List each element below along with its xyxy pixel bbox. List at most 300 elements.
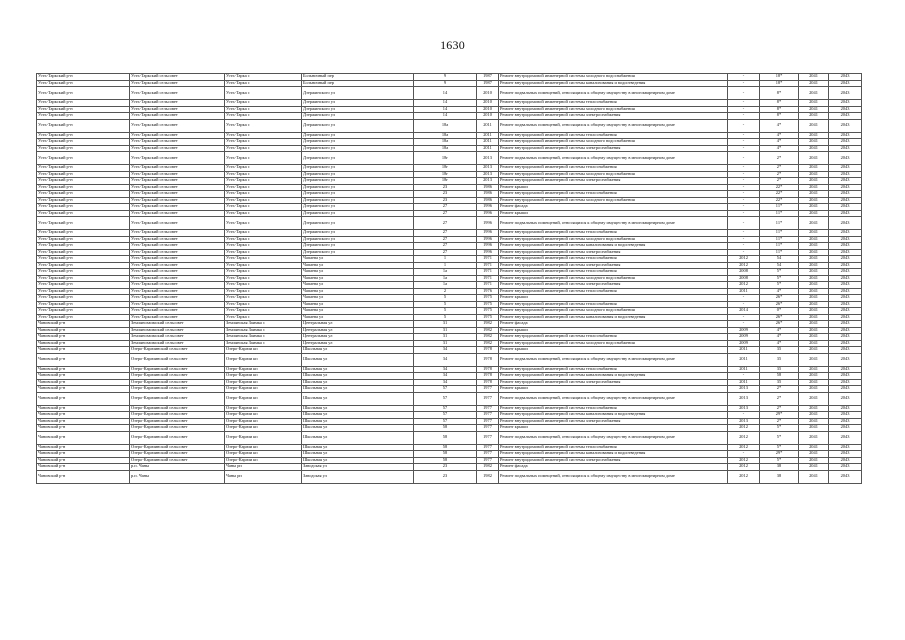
cell-street: Чапаева ул <box>302 288 414 295</box>
cell-wear: 2* <box>760 418 799 425</box>
cell-locality: Озеро-Карачи кп <box>225 451 302 458</box>
cell-district: Усть-Таркский р-н <box>37 184 130 191</box>
cell-work-type: Ремонт крыши <box>499 184 728 191</box>
cell-house: 1 <box>414 262 477 269</box>
cell-street: Дзержинского ул <box>302 217 414 230</box>
cell-street: Дзержинского ул <box>302 236 414 243</box>
cell-street: Школьная ул <box>302 405 414 412</box>
cell-plan-start: 2041 <box>799 314 829 321</box>
cell-house: 18г <box>414 171 477 178</box>
cell-settlement-council: Озеро-Карачинский сельсовет <box>130 457 225 464</box>
cell-plan-end: 2043 <box>829 444 862 451</box>
cell-locality: Усть-Тарка с <box>225 217 302 230</box>
cell-district: Усть-Таркский р-н <box>37 288 130 295</box>
cell-district: Усть-Таркский р-н <box>37 87 130 100</box>
cell-house: 31 <box>414 321 477 328</box>
cell-year: 2013 <box>477 178 499 185</box>
cell-settlement-council: Усть-Таркский сельсовет <box>130 119 225 132</box>
cell-plan-start: 2041 <box>799 308 829 315</box>
cell-wear: 22* <box>760 191 799 198</box>
cell-plan-end: 2043 <box>829 74 862 81</box>
cell-year: 1975 <box>477 308 499 315</box>
cell-district: Усть-Таркский р-н <box>37 210 130 217</box>
cell-year: 1996 <box>477 230 499 237</box>
cell-year: 1978 <box>477 347 499 354</box>
cell-plan-end: 2043 <box>829 275 862 282</box>
cell-district: Усть-Таркский р-н <box>37 269 130 276</box>
cell-prev-year: - <box>728 191 760 198</box>
cell-year: 1982 <box>477 470 499 483</box>
cell-work-type: Ремонт внутридомовой инженерной системы холодного водоснабжения <box>499 74 728 81</box>
cell-year: 1986 <box>477 184 499 191</box>
cell-locality: Озеро-Карачи кп <box>225 405 302 412</box>
cell-district: Усть-Таркский р-н <box>37 217 130 230</box>
cell-wear: 2* <box>760 405 799 412</box>
cell-work-type: Ремонт подвальных помещений, относящихся к общему имуществу в многоквартирном доме <box>499 152 728 165</box>
cell-work-type: Ремонт внутридомовой инженерной системы канализования и водоотведения <box>499 80 728 87</box>
cell-street: Больничный пер <box>302 74 414 81</box>
cell-house: 27 <box>414 243 477 250</box>
cell-settlement-council: Усть-Таркский сельсовет <box>130 197 225 204</box>
cell-wear: 4* <box>760 334 799 341</box>
cell-work-type: Ремонт внутридомовой инженерной системы холодного водоснабжения <box>499 236 728 243</box>
cell-work-type: Ремонт крыши <box>499 327 728 334</box>
cell-locality: Усть-Тарка с <box>225 314 302 321</box>
cell-year: 1977 <box>477 444 499 451</box>
cell-street: Дзержинского ул <box>302 119 414 132</box>
cell-house: 18г <box>414 178 477 185</box>
cell-wear: 38 <box>760 464 799 471</box>
cell-locality: Усть-Тарка с <box>225 204 302 211</box>
cell-street: Дзержинского ул <box>302 191 414 198</box>
cell-settlement-council: Усть-Таркский сельсовет <box>130 295 225 302</box>
cell-street: Центральная ул <box>302 327 414 334</box>
cell-prev-year: - <box>728 184 760 191</box>
cell-settlement-council: р.п. Чаны <box>130 464 225 471</box>
cell-locality: Чаны рп <box>225 464 302 471</box>
cell-locality: Усть-Тарка с <box>225 282 302 289</box>
cell-wear: 2* <box>760 392 799 405</box>
cell-wear: 8* <box>760 106 799 113</box>
cell-wear: 35 <box>760 347 799 354</box>
cell-house: 5 <box>414 295 477 302</box>
cell-wear: 29* <box>760 451 799 458</box>
cell-wear: 4* <box>760 288 799 295</box>
cell-plan-start: 2041 <box>799 301 829 308</box>
cell-district: Усть-Таркский р-н <box>37 139 130 146</box>
cell-district: Чановский р-н <box>37 457 130 464</box>
cell-prev-year: 2012 <box>728 262 760 269</box>
cell-settlement-council: Усть-Таркский сельсовет <box>130 139 225 146</box>
cell-settlement-council: Усть-Таркский сельсовет <box>130 210 225 217</box>
cell-district: Чановский р-н <box>37 379 130 386</box>
cell-wear: 5* <box>760 269 799 276</box>
cell-work-type: Ремонт фасада <box>499 204 728 211</box>
cell-settlement-council: Озеро-Карачинский сельсовет <box>130 444 225 451</box>
cell-locality: Озеро-Карачи кп <box>225 366 302 373</box>
cell-house: 34 <box>414 373 477 380</box>
table-row <box>37 217 862 230</box>
cell-plan-end: 2043 <box>829 171 862 178</box>
cell-wear: 8* <box>760 113 799 120</box>
cell-plan-start: 2041 <box>799 210 829 217</box>
cell-plan-end: 2043 <box>829 405 862 412</box>
cell-settlement-council: Усть-Таркский сельсовет <box>130 132 225 139</box>
cell-wear: 11* <box>760 230 799 237</box>
cell-prev-year: 2011 <box>728 366 760 373</box>
cell-work-type: Ремонт крыши <box>499 347 728 354</box>
cell-year: 1996 <box>477 204 499 211</box>
cell-plan-end: 2043 <box>829 431 862 444</box>
cell-year: 1978 <box>477 373 499 380</box>
cell-locality: Усть-Тарка с <box>225 106 302 113</box>
cell-locality: Усть-Тарка с <box>225 269 302 276</box>
cell-wear: 58 <box>760 373 799 380</box>
cell-work-type: Ремонт внутридомовой инженерной системы холодного водоснабжения <box>499 139 728 146</box>
cell-plan-start: 2041 <box>799 431 829 444</box>
cell-plan-end: 2043 <box>829 308 862 315</box>
cell-work-type: Ремонт внутридомовой инженерной системы холодного водоснабжения <box>499 106 728 113</box>
cell-street: Школьная ул <box>302 425 414 432</box>
cell-year: 2011 <box>477 145 499 152</box>
cell-wear: 2* <box>760 178 799 185</box>
cell-house: 18а <box>414 132 477 139</box>
cell-work-type: Ремонт подвальных помещений, относящихся к общему имуществу в многоквартирном доме <box>499 353 728 366</box>
cell-locality: Землянская Заимка с <box>225 340 302 347</box>
cell-locality: Усть-Тарка с <box>225 178 302 185</box>
cell-district: Чановский р-н <box>37 373 130 380</box>
cell-street: Чапаева ул <box>302 314 414 321</box>
cell-prev-year: - <box>728 314 760 321</box>
cell-work-type: Ремонт внутридомовой инженерной системы электроснабжения <box>499 457 728 464</box>
cell-plan-end: 2043 <box>829 236 862 243</box>
cell-district: Чановский р-н <box>37 451 130 458</box>
cell-wear: 2* <box>760 171 799 178</box>
cell-house: 5 <box>414 308 477 315</box>
cell-year: 1977 <box>477 425 499 432</box>
cell-street: Дзержинского ул <box>302 197 414 204</box>
cell-plan-start: 2041 <box>799 373 829 380</box>
cell-work-type: Ремонт внутридомовой инженерной системы холодного водоснабжения <box>499 197 728 204</box>
cell-locality: Чаны рп <box>225 470 302 483</box>
cell-house: 2 <box>414 288 477 295</box>
cell-plan-end: 2043 <box>829 139 862 146</box>
cell-district: Чановский р-н <box>37 334 130 341</box>
cell-settlement-council: Усть-Таркский сельсовет <box>130 249 225 256</box>
cell-prev-year: 2011 <box>728 347 760 354</box>
cell-house: 23 <box>414 184 477 191</box>
cell-prev-year: - <box>728 87 760 100</box>
cell-wear: 35 <box>760 379 799 386</box>
cell-settlement-council: Усть-Таркский сельсовет <box>130 87 225 100</box>
cell-prev-year: - <box>728 249 760 256</box>
cell-wear: 5* <box>760 425 799 432</box>
cell-year: 1986 <box>477 197 499 204</box>
cell-plan-end: 2043 <box>829 262 862 269</box>
cell-district: Усть-Таркский р-н <box>37 178 130 185</box>
cell-prev-year: 2013 <box>728 405 760 412</box>
cell-plan-end: 2043 <box>829 100 862 107</box>
cell-locality: Озеро-Карачи кп <box>225 386 302 393</box>
cell-work-type: Ремонт внутридомовой инженерной системы теплоснабжения <box>499 444 728 451</box>
cell-settlement-council: Усть-Таркский сельсовет <box>130 152 225 165</box>
cell-locality: Усть-Тарка с <box>225 171 302 178</box>
cell-work-type: Ремонт внутридомовой инженерной системы холодного водоснабжения <box>499 171 728 178</box>
cell-district: Усть-Таркский р-н <box>37 165 130 172</box>
cell-settlement-council: Озеро-Карачинский сельсовет <box>130 379 225 386</box>
cell-plan-end: 2043 <box>829 340 862 347</box>
cell-district: Чановский р-н <box>37 347 130 354</box>
cell-plan-end: 2043 <box>829 392 862 405</box>
cell-work-type: Ремонт внутридомовой инженерной системы холодного водоснабжения <box>499 340 728 347</box>
cell-locality: Озеро-Карачи кп <box>225 412 302 419</box>
cell-street: Дзержинского ул <box>302 100 414 107</box>
cell-settlement-council: Озеро-Карачинский сельсовет <box>130 347 225 354</box>
cell-house: 18г <box>414 165 477 172</box>
cell-plan-end: 2043 <box>829 366 862 373</box>
cell-plan-end: 2043 <box>829 321 862 328</box>
cell-street: Дзержинского ул <box>302 113 414 120</box>
cell-district: Усть-Таркский р-н <box>37 74 130 81</box>
cell-year: 1977 <box>477 418 499 425</box>
cell-wear: 29* <box>760 412 799 419</box>
cell-district: Чановский р-н <box>37 418 130 425</box>
cell-district: Усть-Таркский р-н <box>37 100 130 107</box>
cell-house: 1а <box>414 275 477 282</box>
cell-district: Усть-Таркский р-н <box>37 256 130 263</box>
cell-settlement-council: Озеро-Карачинский сельсовет <box>130 353 225 366</box>
cell-house: 31 <box>414 327 477 334</box>
cell-settlement-council: Усть-Таркский сельсовет <box>130 74 225 81</box>
cell-street: Чапаева ул <box>302 275 414 282</box>
cell-house: 14 <box>414 87 477 100</box>
cell-prev-year: 2011 <box>728 288 760 295</box>
cell-prev-year: 2012 <box>728 457 760 464</box>
cell-street: Чапаева ул <box>302 301 414 308</box>
cell-work-type: Ремонт внутридомовой инженерной системы электроснабжения <box>499 418 728 425</box>
cell-plan-end: 2043 <box>829 210 862 217</box>
cell-street: Школьная ул <box>302 353 414 366</box>
cell-plan-end: 2043 <box>829 301 862 308</box>
cell-plan-end: 2043 <box>829 334 862 341</box>
cell-locality: Землянская Заимка с <box>225 327 302 334</box>
cell-prev-year: - <box>728 132 760 139</box>
cell-district: Усть-Таркский р-н <box>37 132 130 139</box>
cell-house: 14 <box>414 100 477 107</box>
cell-plan-start: 2041 <box>799 230 829 237</box>
cell-settlement-council: Озеро-Карачинский сельсовет <box>130 392 225 405</box>
cell-settlement-council: Усть-Таркский сельсовет <box>130 80 225 87</box>
cell-year: 1977 <box>477 431 499 444</box>
cell-settlement-council: р.п. Чаны <box>130 470 225 483</box>
cell-year: 1982 <box>477 340 499 347</box>
cell-wear: 11* <box>760 210 799 217</box>
cell-year: 1976 <box>477 288 499 295</box>
cell-house: 9 <box>414 74 477 81</box>
cell-district: Усть-Таркский р-н <box>37 314 130 321</box>
cell-wear: 11* <box>760 249 799 256</box>
cell-year: 1971 <box>477 275 499 282</box>
cell-street: Заводская ул <box>302 470 414 483</box>
cell-district: Чановский р-н <box>37 431 130 444</box>
cell-house: 14 <box>414 106 477 113</box>
cell-plan-start: 2041 <box>799 457 829 464</box>
cell-house: 27 <box>414 204 477 211</box>
cell-district: Усть-Таркский р-н <box>37 106 130 113</box>
cell-work-type: Ремонт внутридомовой инженерной системы канализования и водоотведения <box>499 243 728 250</box>
cell-settlement-council: Усть-Таркский сельсовет <box>130 256 225 263</box>
cell-locality: Усть-Тарка с <box>225 275 302 282</box>
cell-house: 27 <box>414 236 477 243</box>
cell-district: Усть-Таркский р-н <box>37 243 130 250</box>
cell-street: Дзержинского ул <box>302 152 414 165</box>
cell-street: Дзержинского ул <box>302 139 414 146</box>
cell-year: 2010 <box>477 87 499 100</box>
cell-street: Дзержинского ул <box>302 230 414 237</box>
cell-street: Дзержинского ул <box>302 132 414 139</box>
cell-wear: 18* <box>760 80 799 87</box>
cell-prev-year: 2008 <box>728 275 760 282</box>
cell-settlement-council: Усть-Таркский сельсовет <box>130 308 225 315</box>
cell-year: 1977 <box>477 386 499 393</box>
cell-settlement-council: Усть-Таркский сельсовет <box>130 106 225 113</box>
cell-district: Усть-Таркский р-н <box>37 80 130 87</box>
cell-year: 1971 <box>477 262 499 269</box>
cell-locality: Усть-Тарка с <box>225 132 302 139</box>
cell-wear: 11* <box>760 243 799 250</box>
cell-locality: Усть-Тарка с <box>225 249 302 256</box>
cell-plan-start: 2041 <box>799 470 829 483</box>
cell-plan-start: 2041 <box>799 418 829 425</box>
cell-house: 1 <box>414 256 477 263</box>
cell-plan-end: 2043 <box>829 184 862 191</box>
cell-street: Дзержинского ул <box>302 87 414 100</box>
cell-locality: Усть-Тарка с <box>225 288 302 295</box>
cell-plan-start: 2041 <box>799 100 829 107</box>
cell-settlement-council: Озеро-Карачинский сельсовет <box>130 405 225 412</box>
cell-settlement-council: Усть-Таркский сельсовет <box>130 113 225 120</box>
cell-district: Чановский р-н <box>37 464 130 471</box>
cell-locality: Усть-Тарка с <box>225 184 302 191</box>
cell-house: 23 <box>414 197 477 204</box>
cell-plan-end: 2043 <box>829 132 862 139</box>
cell-prev-year: - <box>728 451 760 458</box>
cell-locality: Усть-Тарка с <box>225 145 302 152</box>
cell-work-type: Ремонт внутридомовой инженерной системы теплоснабжения <box>499 334 728 341</box>
cell-work-type: Ремонт внутридомовой инженерной системы электроснабжения <box>499 178 728 185</box>
cell-locality: Усть-Тарка с <box>225 210 302 217</box>
cell-prev-year: 2014 <box>728 308 760 315</box>
page-number: 1630 <box>440 38 465 52</box>
cell-prev-year: 2012 <box>728 256 760 263</box>
cell-plan-start: 2041 <box>799 425 829 432</box>
cell-settlement-council: Землянозаимский сельсовет <box>130 340 225 347</box>
cell-wear: 54 <box>760 256 799 263</box>
cell-district: Усть-Таркский р-н <box>37 197 130 204</box>
cell-year: 1978 <box>477 366 499 373</box>
cell-plan-start: 2041 <box>799 165 829 172</box>
cell-plan-start: 2041 <box>799 262 829 269</box>
cell-plan-end: 2043 <box>829 379 862 386</box>
cell-locality: Усть-Тарка с <box>225 113 302 120</box>
cell-district: Усть-Таркский р-н <box>37 301 130 308</box>
cell-work-type: Ремонт подвальных помещений, относящихся к общему имуществу в многоквартирном доме <box>499 217 728 230</box>
cell-work-type: Ремонт внутридомовой инженерной системы теплоснабжения <box>499 230 728 237</box>
cell-prev-year: - <box>728 139 760 146</box>
cell-locality: Землянская Заимка с <box>225 321 302 328</box>
cell-district: Чановский р-н <box>37 353 130 366</box>
cell-locality: Усть-Тарка с <box>225 230 302 237</box>
cell-wear: 26* <box>760 314 799 321</box>
cell-wear: 2* <box>760 386 799 393</box>
cell-locality: Усть-Тарка с <box>225 152 302 165</box>
cell-prev-year: - <box>728 204 760 211</box>
cell-plan-start: 2041 <box>799 321 829 328</box>
cell-work-type: Ремонт подвальных помещений, относящихся к общему имуществу в многоквартирном доме <box>499 87 728 100</box>
cell-settlement-council: Усть-Таркский сельсовет <box>130 165 225 172</box>
cell-house: 18г <box>414 152 477 165</box>
cell-prev-year: - <box>728 74 760 81</box>
cell-work-type: Ремонт крыши <box>499 386 728 393</box>
cell-work-type: Ремонт подвальных помещений, относящихся к общему имуществу в многоквартирном доме <box>499 392 728 405</box>
cell-settlement-council: Озеро-Карачинский сельсовет <box>130 366 225 373</box>
cell-plan-end: 2043 <box>829 191 862 198</box>
cell-district: Усть-Таркский р-н <box>37 249 130 256</box>
cell-house: 34 <box>414 347 477 354</box>
cell-settlement-council: Усть-Таркский сельсовет <box>130 171 225 178</box>
cell-prev-year: - <box>728 165 760 172</box>
cell-street: Чапаева ул <box>302 308 414 315</box>
cell-street: Школьная ул <box>302 418 414 425</box>
cell-house: 27 <box>414 217 477 230</box>
cell-year: 1977 <box>477 451 499 458</box>
cell-district: Чановский р-н <box>37 327 130 334</box>
cell-street: Школьная ул <box>302 444 414 451</box>
cell-district: Усть-Таркский р-н <box>37 204 130 211</box>
cell-street: Больничный пер <box>302 80 414 87</box>
cell-plan-end: 2043 <box>829 217 862 230</box>
cell-street: Школьная ул <box>302 379 414 386</box>
cell-wear: 8* <box>760 100 799 107</box>
cell-wear: 5* <box>760 457 799 464</box>
cell-work-type: Ремонт подвальных помещений, относящихся к общему имуществу в многоквартирном доме <box>499 470 728 483</box>
cell-work-type: Ремонт внутридомовой инженерной системы холодного водоснабжения <box>499 275 728 282</box>
cell-plan-end: 2043 <box>829 353 862 366</box>
cell-prev-year: 2012 <box>728 464 760 471</box>
cell-plan-start: 2041 <box>799 184 829 191</box>
cell-district: Чановский р-н <box>37 321 130 328</box>
cell-locality: Усть-Тарка с <box>225 87 302 100</box>
cell-prev-year: - <box>728 321 760 328</box>
cell-plan-start: 2041 <box>799 243 829 250</box>
cell-prev-year: - <box>728 373 760 380</box>
cell-street: Школьная ул <box>302 412 414 419</box>
cell-street: Дзержинского ул <box>302 178 414 185</box>
cell-wear: 0* <box>760 308 799 315</box>
cell-plan-start: 2041 <box>799 366 829 373</box>
cell-settlement-council: Усть-Таркский сельсовет <box>130 217 225 230</box>
cell-plan-start: 2041 <box>799 74 829 81</box>
cell-year: 1986 <box>477 191 499 198</box>
cell-wear: 5* <box>760 275 799 282</box>
cell-plan-start: 2041 <box>799 113 829 120</box>
cell-locality: Озеро-Карачи кп <box>225 444 302 451</box>
cell-house: 18а <box>414 145 477 152</box>
cell-district: Усть-Таркский р-н <box>37 236 130 243</box>
cell-work-type: Ремонт внутридомовой инженерной системы электроснабжения <box>499 379 728 386</box>
cell-work-type: Ремонт внутридомовой инженерной системы холодного водоснабжения <box>499 308 728 315</box>
cell-house: 23 <box>414 191 477 198</box>
